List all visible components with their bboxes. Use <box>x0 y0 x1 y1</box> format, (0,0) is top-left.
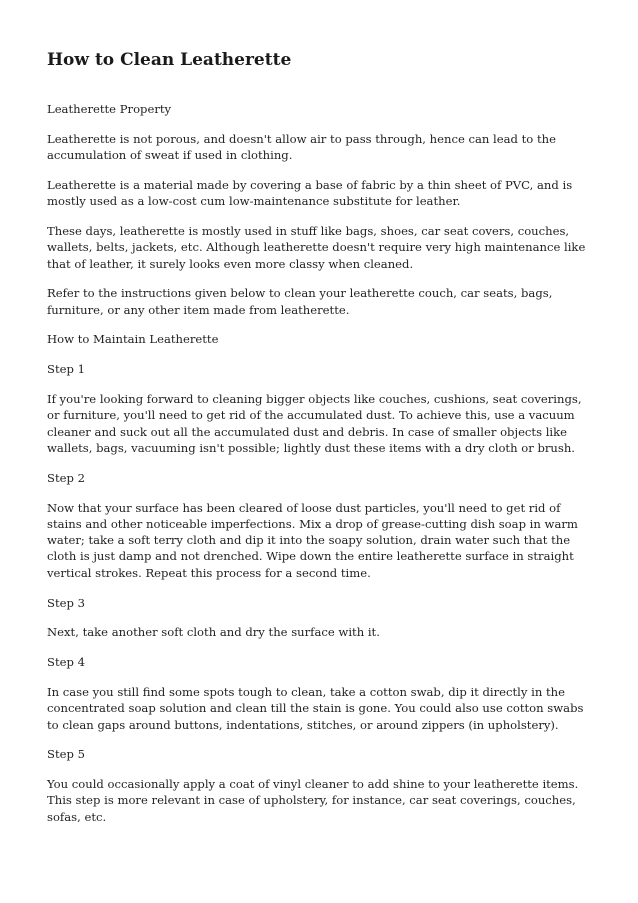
document-body <box>47 101 597 839</box>
paragraph: If you're looking forward to cleaning bigger objects like couches, cushions, seat coverings, or furniture, you'll need to get rid of the accumulated dust. To achieve this, use a vacuum cleaner and suck out all the accumulated dust and debris. In case of smaller objects like wallets, bags, vacuuming isn't possible; lightly dust these items with a dry cloth or brush. <box>47 392 582 455</box>
paragraph: Leatherette is a material made by covering a base of fabric by a thin sheet of PVC, and is mostly used as a low-cost cum low-maintenance substitute for leather. <box>47 177 573 209</box>
section-heading-property: Leatherette Property <box>47 102 172 116</box>
step-heading-3: Step 3 <box>47 595 85 610</box>
paragraph: Now that your surface has been cleared of loose dust particles, you'll need to get rid of stains and other noticeable imperfections. Mix a drop of grease-cutting dish soap in warm water; take a soft terry cloth and dip it into the soapy solution, drain water such that the cloth is just damp and not drenched. Wipe down the entire leatherette surface in straight vertical strokes. Repeat this process for a second time. <box>47 500 578 580</box>
document-title: How to Clean Leatherette <box>47 50 292 70</box>
paragraph: Leatherette is not porous, and doesn't allow air to pass through, hence can lead to the accumulation of sweat if used in clothing. <box>47 131 556 163</box>
paragraph: Next, take another soft cloth and dry the surface with it. <box>47 625 380 640</box>
step-heading-2: Step 2 <box>47 470 85 485</box>
paragraph: Refer to the instructions given below to clean your leatherette couch, car seats, bags, furniture, or any other item made from leatherette. <box>47 286 553 317</box>
paragraph: These days, leatherette is mostly used in stuff like bags, shoes, car seat covers, couches, wallets, belts, jackets, etc. Although leatherette doesn't require very high maintenance like that of leather, it surely looks even more classy when cleaned. <box>47 223 586 271</box>
step-heading-1: Step 1 <box>47 362 85 377</box>
paragraph: In case you still find some spots tough to clean, take a cotton swab, dip it directly in the concentrated soap solution and clean till the stain is gone. You could also use cotton swabs to clean gaps around buttons, indentations, stitches, or around zippers (in upholstery). <box>47 684 584 732</box>
paragraph: You could occasionally apply a coat of vinyl cleaner to add shine to your leatherette items. This step is more relevant in case of upholstery, for instance, car seat coverings, couches, sofas, etc. <box>47 777 579 824</box>
section-heading-maintain: How to Maintain Leatherette <box>47 332 219 347</box>
step-heading-5: Step 5 <box>47 747 85 762</box>
step-heading-4: Step 4 <box>47 655 85 670</box>
